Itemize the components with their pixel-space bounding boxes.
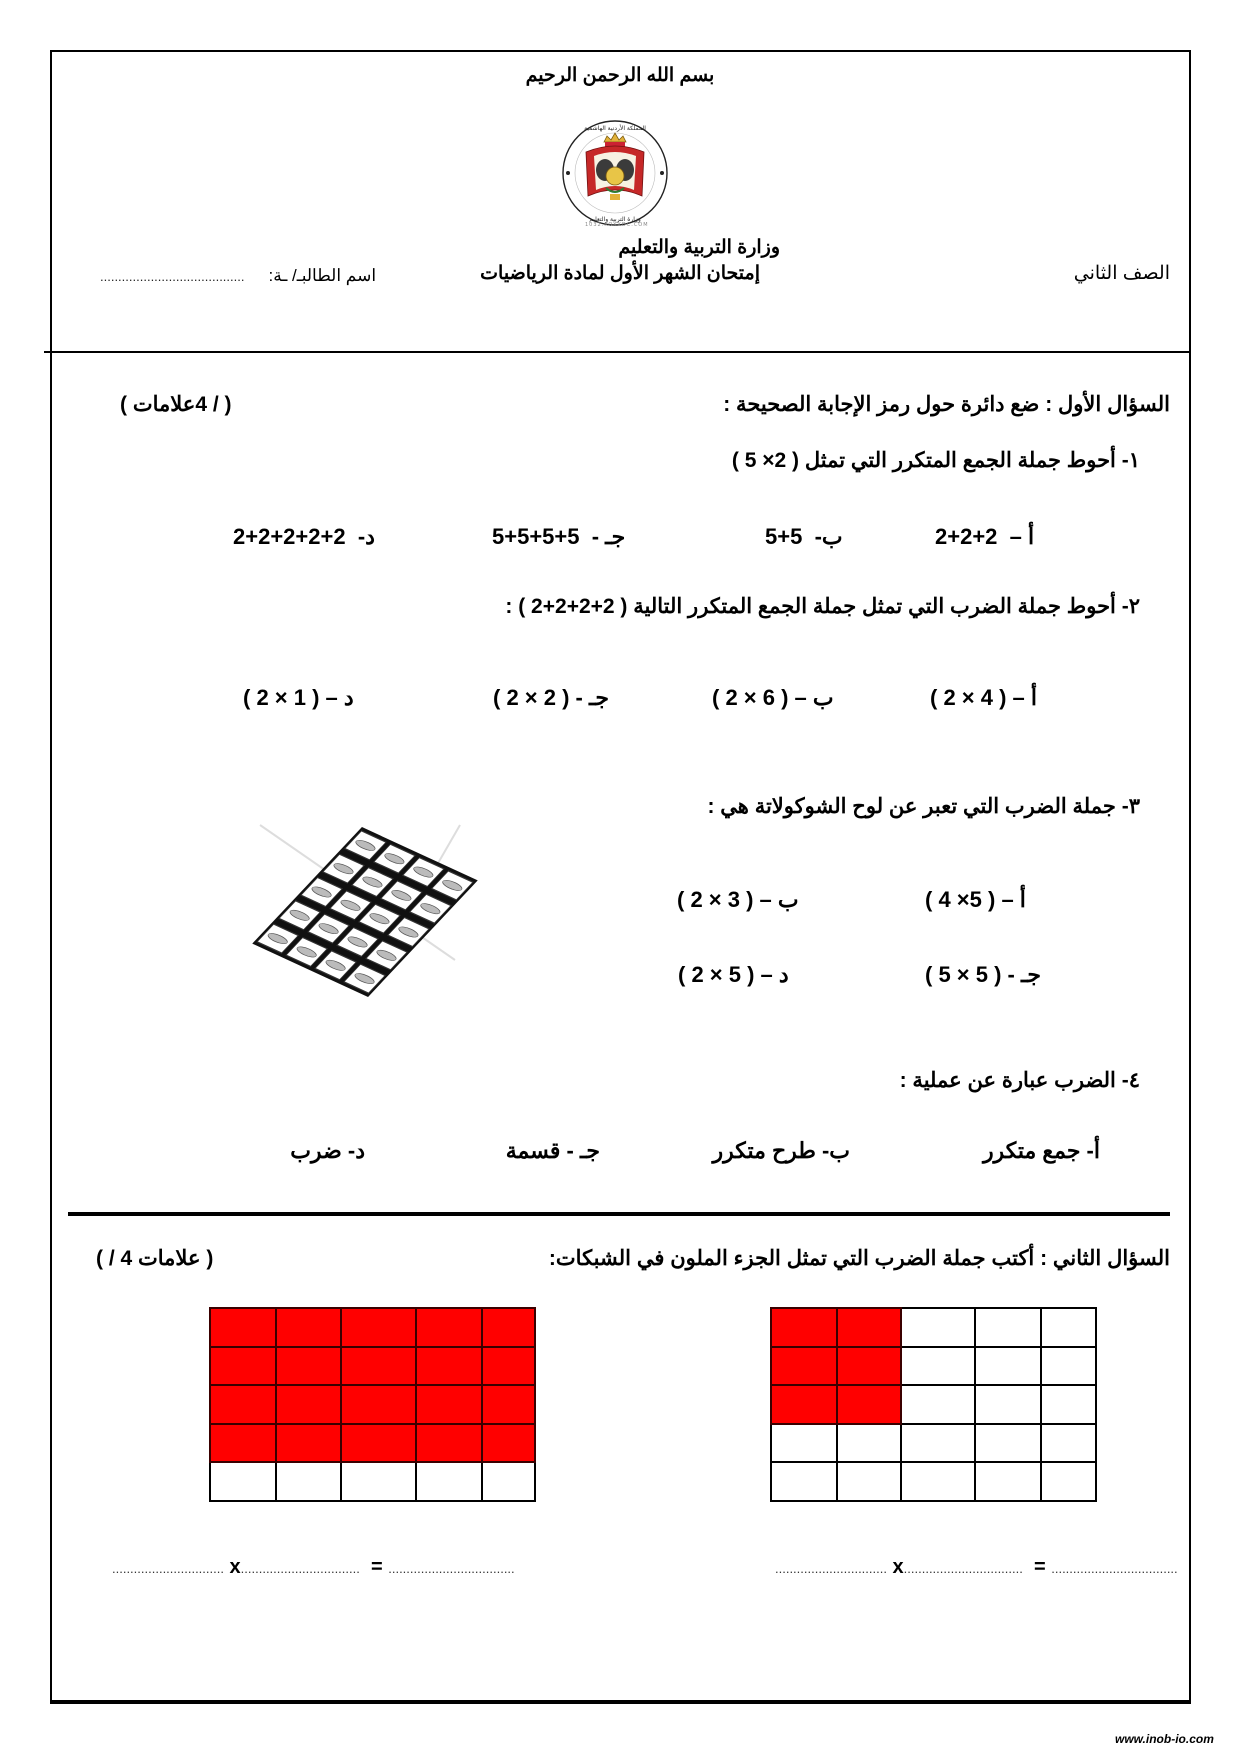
section-divider xyxy=(68,1212,1170,1216)
student-name-blank[interactable]: ........................................ xyxy=(100,269,245,284)
blank-product[interactable]: ................................... xyxy=(1051,1561,1178,1576)
right-grid-answer-line[interactable] xyxy=(775,1556,1178,1579)
exam-title: إمتحان الشهر الأول لمادة الرياضيات xyxy=(480,263,760,284)
jordan-coat-of-arms-icon xyxy=(560,118,670,228)
q1-item2-option-b[interactable]: ب – ( 2 × 6 ) xyxy=(712,685,834,710)
q1-item2-option-a[interactable]: أ – ( 2 × 4 ) xyxy=(930,685,1038,710)
q1-item3-option-b[interactable]: ب – ( 2 × 3 ) xyxy=(677,887,799,912)
blank-product[interactable]: ................................... xyxy=(388,1561,515,1576)
svg-text:المملكة الأردنية الهاشمية: المملكة الأردنية الهاشمية xyxy=(584,125,646,132)
q1-item3-text: ٣- جملة الضرب التي تعبر عن لوح الشوكولاتة هي : xyxy=(707,795,1140,818)
q1-item1-text: ١- أحوط جملة الجمع المتكرر التي تمثل ( 2× 5 ) xyxy=(731,449,1140,472)
q1-item4-option-b[interactable]: ب- طرح متكرر xyxy=(712,1138,850,1163)
left-grid-answer-line[interactable] xyxy=(112,1556,515,1579)
header-divider xyxy=(44,351,1191,353)
times-sign: x xyxy=(229,1556,241,1578)
grade-label: الصف الثاني xyxy=(1073,263,1170,284)
blank-factor-1[interactable]: ............................... xyxy=(112,1561,224,1576)
footer-website-link[interactable]: www.inob-io.com xyxy=(1115,1732,1214,1746)
q1-item1-option-d[interactable]: د- 2+2+2+2+2 xyxy=(233,524,375,549)
q1-item4-option-c[interactable]: جـ - قسمة xyxy=(505,1138,600,1163)
question2-marks: ( / 4 علامات ) xyxy=(96,1247,214,1270)
question1-marks: ( / 4علامات ) xyxy=(120,393,232,416)
left-grid xyxy=(209,1307,536,1502)
question2-title: السؤال الثاني : أكتب جملة الضرب التي تمثل الجزء الملون في الشبكات: xyxy=(548,1247,1170,1270)
q1-item3-option-d[interactable]: د – ( 2 × 5 ) xyxy=(678,962,789,987)
times-sign: x xyxy=(892,1556,904,1578)
q1-item4-option-d[interactable]: د- ضرب xyxy=(290,1138,365,1163)
q1-item3-option-c[interactable]: جـ - ( 5 × 5 ) xyxy=(925,962,1042,987)
page-border-bottom xyxy=(50,1700,1191,1704)
question1-title: السؤال الأول : ضع دائرة حول رمز الإجابة الصحيحة : xyxy=(723,393,1170,416)
right-grid xyxy=(770,1307,1097,1502)
student-name-label: اسم الطالبـ/ ـة: xyxy=(268,266,377,285)
emblem-caption: 1032.XOXXDC.COM xyxy=(585,222,649,228)
student-name-field[interactable] xyxy=(100,266,380,286)
q1-item3-option-a[interactable]: أ – ( 4 ×5 ) xyxy=(925,887,1026,912)
q1-item1-option-b[interactable]: ب- 5+5 xyxy=(765,524,843,549)
q1-item1-option-a[interactable]: أ – 2+2+2 xyxy=(935,524,1035,549)
q1-item4-option-a[interactable]: أ- جمع متكرر xyxy=(982,1138,1100,1163)
ministry-name: وزارة التربية والتعليم xyxy=(618,237,780,258)
blank-factor-2[interactable]: ................................. xyxy=(240,1561,360,1576)
basmala: بسم الله الرحمن الرحيم xyxy=(525,65,715,86)
blank-factor-1[interactable]: ............................... xyxy=(775,1561,887,1576)
blank-factor-2[interactable]: ................................. xyxy=(903,1561,1023,1576)
q1-item2-text: ٢- أحوط جملة الضرب التي تمثل جملة الجمع المتكرر التالية ( 2+2+2+2 ) : xyxy=(505,595,1140,618)
svg-text:وزارة التربية والتعليم: وزارة التربية والتعليم xyxy=(589,216,641,223)
equals-sign: = xyxy=(1033,1556,1046,1578)
chocolate-bar-icon xyxy=(245,820,485,1000)
q1-item2-option-d[interactable]: د – ( 2 × 1 ) xyxy=(243,685,354,710)
equals-sign: = xyxy=(370,1556,383,1578)
q1-item4-text: ٤- الضرب عبارة عن عملية : xyxy=(899,1069,1140,1092)
q1-item2-option-c[interactable]: جـ - ( 2 × 2 ) xyxy=(493,685,610,710)
q1-item1-option-c[interactable]: جـ - 5+5+5+5 xyxy=(492,524,626,549)
